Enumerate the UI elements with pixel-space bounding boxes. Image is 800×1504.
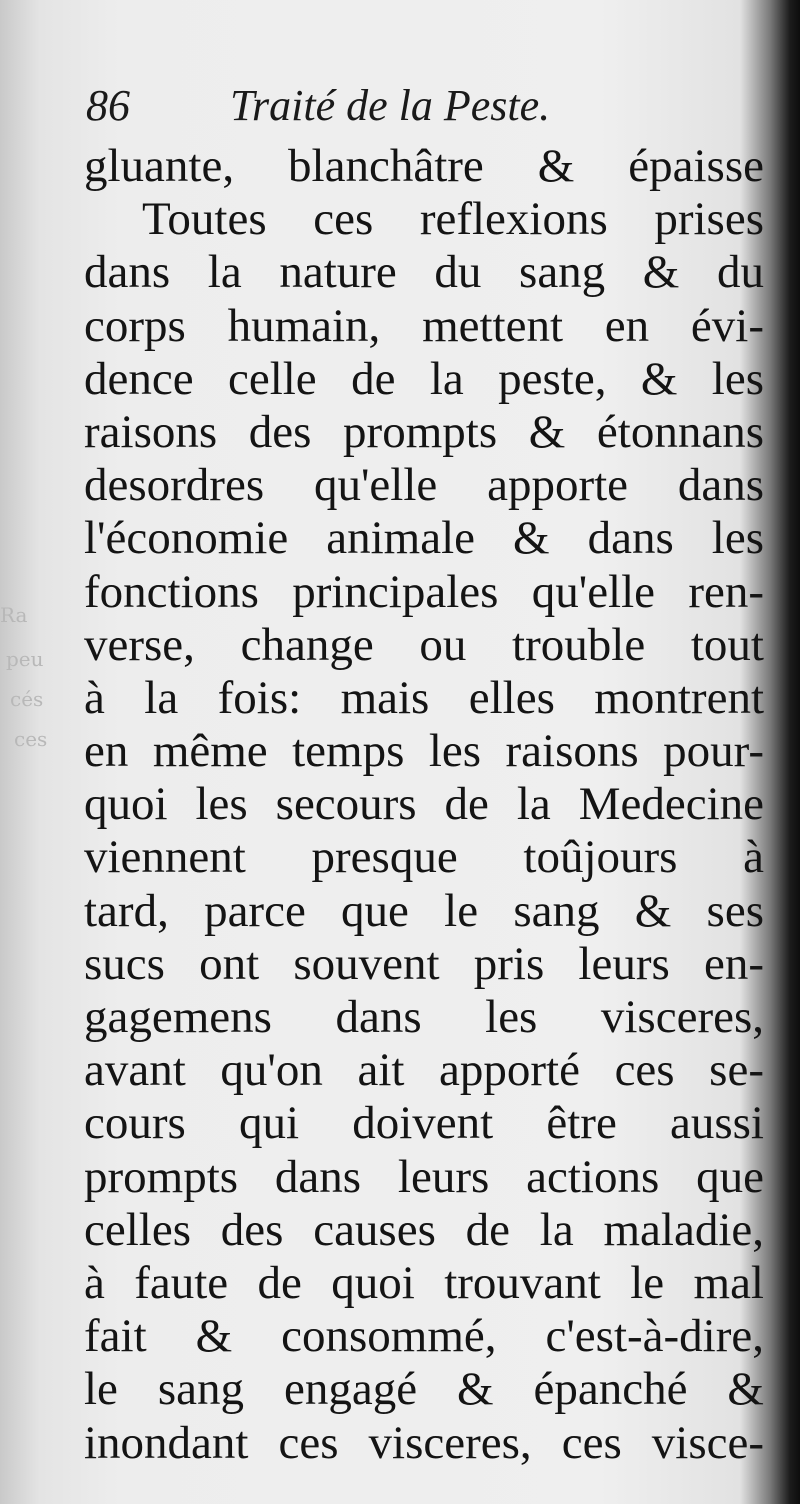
text-line: tard, parce que le sang & ses <box>84 884 764 937</box>
text-line: le sang engagé & épanché & <box>84 1363 764 1416</box>
text-line: l'économie animale & dans les <box>84 512 764 565</box>
text-line: raisons des prompts & étonnans <box>84 405 764 458</box>
text-line: fonctions principales qu'elle ren- <box>84 565 764 618</box>
text-line: à faute de quoi trouvant le mal <box>84 1256 764 1309</box>
bleed-through-text: Ra <box>0 603 28 627</box>
text-line: desordres qu'elle apporte dans <box>84 459 764 512</box>
text-line: quoi les secours de la Medecine <box>84 778 764 831</box>
bleed-through-text: peu <box>6 647 44 671</box>
text-line: gluante, blanchâtre & épaisse <box>84 140 764 192</box>
body-text <box>84 140 764 1470</box>
text-line: celles des causes de la maladie, <box>84 1203 764 1256</box>
text-line: sucs ont souvent pris leurs en- <box>84 937 764 990</box>
text-line: dans la nature du sang & du <box>84 246 764 299</box>
running-title: Traité de la Peste. <box>230 81 551 130</box>
text-line: cours qui doivent être aussi <box>84 1097 764 1150</box>
text-line: verse, change ou trouble tout <box>84 618 764 671</box>
bleed-through-text: cés <box>10 687 44 711</box>
text-line: dence celle de la peste, & les <box>84 352 764 405</box>
text-line: avant qu'on ait apporté ces se- <box>84 1044 764 1097</box>
text-line: fait & consommé, c'est-à-dire, <box>84 1310 764 1363</box>
text-line: à la fois: mais elles montrent <box>84 671 764 724</box>
bleed-through-text: ces <box>14 727 48 751</box>
text-line: inondant ces visceres, ces visce- <box>84 1416 764 1469</box>
text-line: en même temps les raisons pour- <box>84 725 764 778</box>
text-line: corps humain, mettent en évi- <box>84 299 764 352</box>
text-line: Toutes ces reflexions prises <box>142 193 764 246</box>
text-line: prompts dans leurs actions que <box>84 1150 764 1203</box>
text-line: gagemens dans les visceres, <box>84 991 764 1043</box>
text-line: viennent presque toûjours à <box>84 831 764 884</box>
page-header <box>86 80 766 132</box>
page-number: 86 <box>86 81 130 130</box>
